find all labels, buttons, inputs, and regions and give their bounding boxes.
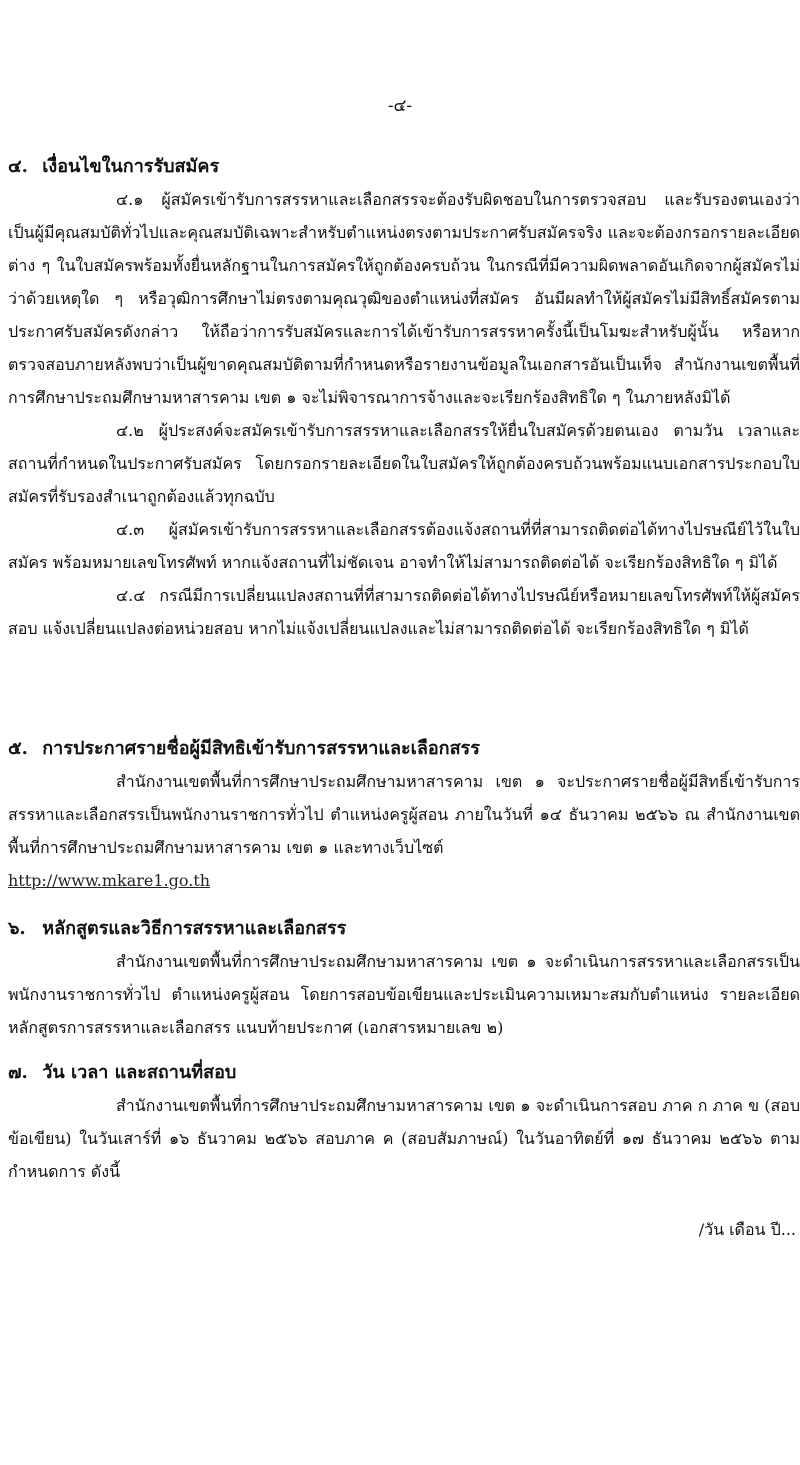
section-heading xyxy=(8,1056,800,1089)
section-title: การประกาศรายชื่อผู้มีสิทธิเข้ารับการสรรหาและเลือกสรร xyxy=(42,738,480,759)
website-link[interactable]: http://www.mkare1.go.th xyxy=(8,871,211,890)
paragraph: ๔.๒ ผู้ประสงค์จะสมัครเข้ารับการสรรหาและเลือกสรรให้ยื่นใบสมัครด้วยตนเอง ตามวัน เวลาและสถานที่กำหนดในประกาศรับสมัคร โดยกรอกรายละเอียดในใบสมัครให้ถูกต้องครบถ้วนพร้อมแนบเอกสารประกอบใบสมัครที่รับรองสำเนาถูกต้องแล้วทุกฉบับ xyxy=(8,421,800,506)
section-7 xyxy=(8,1056,800,1188)
section-number: ๔. xyxy=(8,156,28,177)
section-number: ๕. xyxy=(8,738,28,759)
paragraph: สำนักงานเขตพื้นที่การศึกษาประถมศึกษามหาสารคาม เขต ๑ จะประกาศรายชื่อผู้มีสิทธิ์เข้ารับการสรรหาและเลือกสรรเป็นพนักงานราชการทั่วไป ตำแหน่งครูผู้สอน ภายในวันที่ ๑๔ ธันวาคม ๒๕๖๖ ณ สำนักงานเขตพื้นที่การศึกษาประถมศึกษามหาสารคาม เขต ๑ และทางเว็บไซต์ xyxy=(8,772,800,857)
section-heading xyxy=(8,150,800,183)
paragraph: ๔.๔ กรณีมีการเปลี่ยนแปลงสถานที่ที่สามารถติดต่อได้ทางไปรษณีย์หรือหมายเลขโทรศัพท์ให้ผู้สมัครสอบ แจ้งเปลี่ยนแปลงต่อหน่วยสอบ หากไม่แจ้งเปลี่ยนแปลงและไม่สามารถติดต่อได้ จะเรียกร้องสิทธิใด ๆ มิได้ xyxy=(8,586,800,638)
section-4 xyxy=(8,150,800,645)
section-heading xyxy=(8,912,800,945)
paragraph: ๔.๓ ผู้สมัครเข้ารับการสรรหาและเลือกสรรต้องแจ้งสถานที่ที่สามารถติดต่อได้ทางไปรษณีย์ไว้ในใบสมัคร พร้อมหมายเลขโทรศัพท์ หากแจ้งสถานที่ไม่ชัดเจน อาจทำให้ไม่สามารถติดต่อได้ จะเรียกร้องสิทธิใด ๆ มิได้ xyxy=(8,520,800,572)
section-number: ๗. xyxy=(8,1062,28,1083)
continuation-note: /วัน เดือน ปี... xyxy=(698,1220,796,1239)
section-5 xyxy=(8,732,800,897)
section-title: วัน เวลา และสถานที่สอบ xyxy=(42,1062,237,1083)
paragraph: ๔.๑ ผู้สมัครเข้ารับการสรรหาและเลือกสรรจะต้องรับผิดชอบในการตรวจสอบ และรับรองตนเองว่าเป็นผู้มีคุณสมบัติทั่วไปและคุณสมบัติเฉพาะสำหรับตำแหน่งตรงตามประกาศรับสมัครจริง และจะต้องกรอกรายละเอียดต่าง ๆ ในใบสมัครพร้อมทั้งยื่นหลักฐานในการสมัครให้ถูกต้องครบถ้วน ในกรณีที่มีความผิดพลาดอันเกิดจากผู้สมัครไม่ว่าด้วยเหตุใด ๆ หรือวุฒิการศึกษาไม่ตรงตามคุณวุฒิของตำแหน่งที่สมัคร อันมีผลทำให้ผู้สมัครไม่มีสิทธิ์สมัครตามประกาศรับสมัครดังกล่าว ให้ถือว่าการรับสมัครและการได้เข้ารับการสรรหาครั้งนี้เป็นโมฆะสำหรับผู้นั้น หรือหากตรวจสอบภายหลังพบว่าเป็นผู้ขาดคุณสมบัติตามที่กำหนดหรือรายงานข้อมูลในเอกสารอันเป็นเท็จ สำนักงานเขตพื้นที่การศึกษาประถมศึกษามหาสารคาม เขต ๑ จะไม่พิจารณาการจ้างและจะเรียกร้องสิทธิใด ๆ ในภายหลังมิได้ xyxy=(8,190,800,407)
paragraph: สำนักงานเขตพื้นที่การศึกษาประถมศึกษามหาสารคาม เขต ๑ จะดำเนินการสรรหาและเลือกสรรเป็นพนักงานราชการทั่วไป ตำแหน่งครูผู้สอน โดยการสอบข้อเขียนและประเมินความเหมาะสมกับตำแหน่ง รายละเอียดหลักสูตรการสรรหาและเลือกสรร แนบท้ายประกาศ (เอกสารหมายเลข ๒) xyxy=(8,952,800,1037)
section-title: หลักสูตรและวิธีการสรรหาและเลือกสรร xyxy=(42,918,347,939)
section-heading xyxy=(8,732,800,765)
section-title: เงื่อนไขในการรับสมัคร xyxy=(42,156,220,177)
section-6 xyxy=(8,912,800,1044)
section-number: ๖. xyxy=(8,918,26,939)
paragraph: สำนักงานเขตพื้นที่การศึกษาประถมศึกษามหาสารคาม เขต ๑ จะดำเนินการสอบ ภาค ก ภาค ข (สอบข้อเขียน) ในวันเสาร์ที่ ๑๖ ธันวาคม ๒๕๖๖ สอบภาค ค (สอบสัมภาษณ์) ในวันอาทิตย์ที่ ๑๗ ธันวาคม ๒๕๖๖ ตามกำหนดการ ดังนี้ xyxy=(8,1096,800,1181)
page-number: -๔- xyxy=(387,96,413,116)
